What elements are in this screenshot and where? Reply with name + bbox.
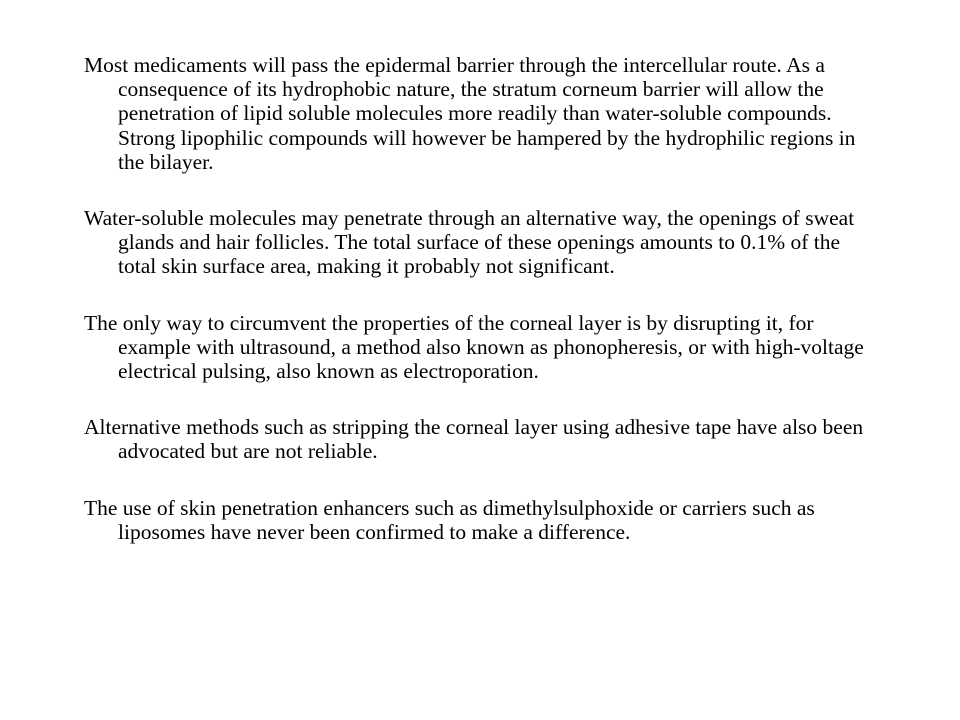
paragraph-water-soluble-molecules: Water-soluble molecules may penetrate through an alternative way, the openings of sweat glands and hair follicles. The total surface of these openings amounts to 0.1% of the total skin surface area, making it probably not significant.: [84, 206, 855, 279]
paragraph-alternative-methods: Alternative methods such as stripping the corneal layer using adhesive tape have also been advocated but are not reliable.: [84, 415, 864, 464]
paragraph-penetration-enhancers: The use of skin penetration enhancers such as dimethylsulphoxide or carriers such as liposomes have never been confirmed to make a difference.: [84, 495, 815, 544]
paragraph-intercellular-route: Most medicaments will pass the epidermal barrier through the intercellular route. As a consequence of its hydrophobic nature, the stratum corneum barrier will allow the penetration of lipid soluble molecules more readily than water-soluble compounds. Strong lipophilic compounds will however be hampered by the hydrophilic regions in the bilayer.: [84, 53, 856, 174]
slide-body: [84, 53, 874, 544]
paragraph-disrupting-corneal-layer: The only way to circumvent the properties of the corneal layer is by disrupting it, for example with ultrasound, a method also known as phonopheresis, or with high-voltage electrical pulsing, also known as electroporation.: [84, 310, 864, 384]
